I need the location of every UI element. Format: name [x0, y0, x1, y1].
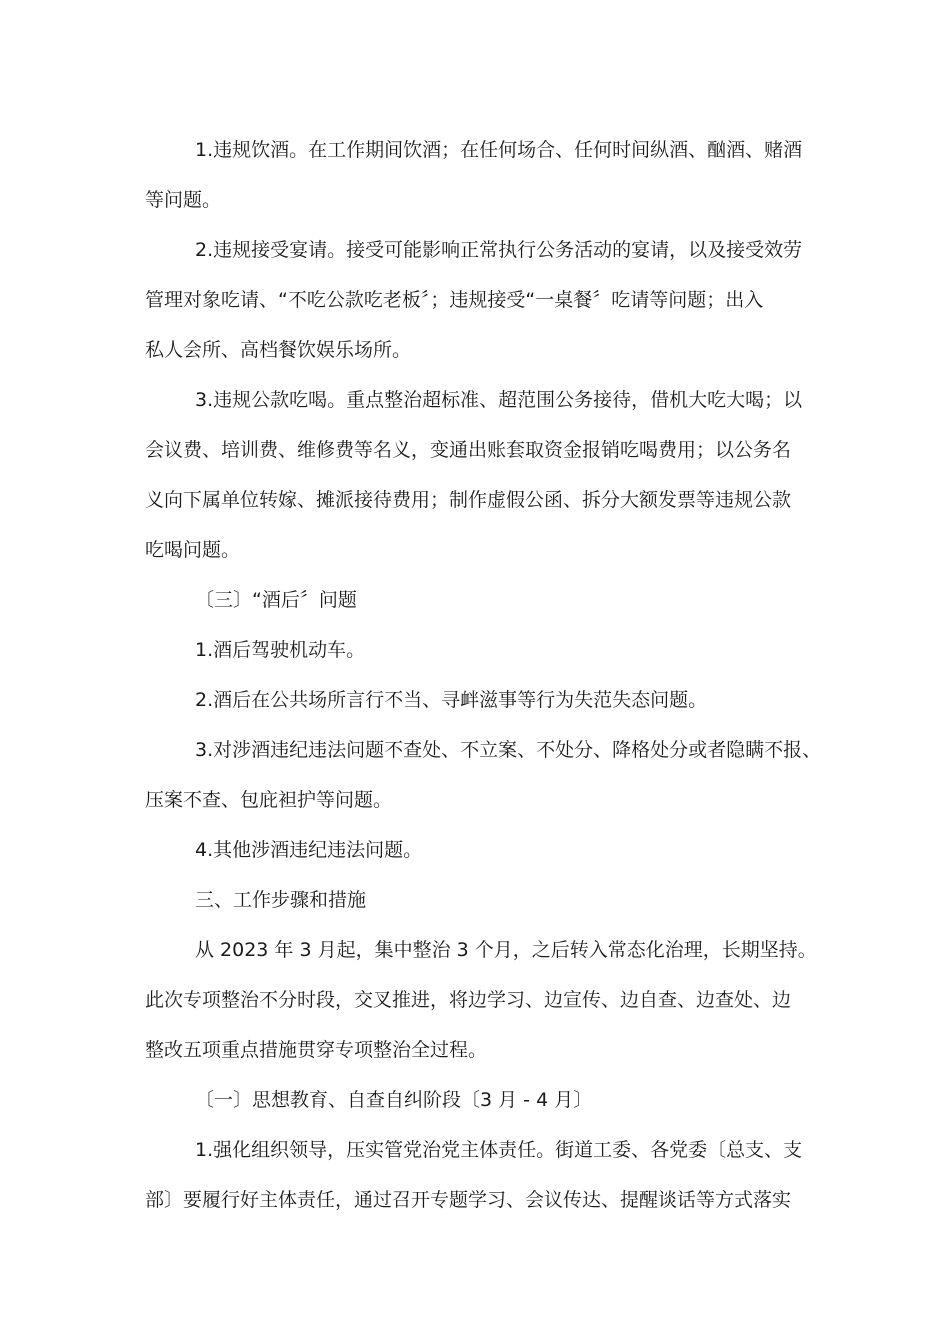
- paragraph-line: 整改五项重点措施贯穿专项整治全过程。: [145, 1039, 488, 1061]
- paragraph-line: 1.违规饮酒。在工作期间饮酒；在任何场合、任何时间纵酒、酗酒、赌酒: [195, 139, 803, 161]
- paragraph-line: 3.违规公款吃喝。重点整治超标准、超范围公务接待，借机大吃大喝；以: [195, 389, 803, 411]
- section-heading: 〔三〕“酒后〞问题: [195, 589, 357, 611]
- paragraph-line: 2.酒后在公共场所言行不当、寻衅滋事等行为失范失态问题。: [195, 689, 708, 711]
- paragraph-line: 压案不查、包庇袒护等问题。: [145, 789, 393, 811]
- paragraph-line: 吃喝问题。: [145, 539, 241, 561]
- section-heading: 〔一〕思想教育、自查自纠阶段〔3 月 - 4 月〕: [195, 1089, 593, 1111]
- paragraph-line: 从 2023 年 3 月起，集中整治 3 个月，之后转入常态化治理，长期坚持。: [195, 939, 817, 961]
- paragraph-line: 私人会所、高档餐饮娱乐场所。: [145, 339, 412, 361]
- paragraph-line: 义向下属单位转嫁、摊派接待费用；制作虚假公函、拆分大额发票等违规公款: [145, 489, 792, 511]
- paragraph-line: 会议费、培训费、维修费等名义，变通出账套取资金报销吃喝费用；以公务名: [145, 439, 792, 461]
- paragraph-line: 4.其他涉酒违纪违法问题。: [195, 839, 423, 861]
- paragraph-line: 1.酒后驾驶机动车。: [195, 639, 366, 661]
- section-heading: 三、工作步骤和措施: [195, 889, 367, 911]
- paragraph-line: 等问题。: [145, 189, 222, 211]
- paragraph-line: 管理对象吃请、“不吃公款吃老板〞；违规接受“一桌餐〞吃请等问题；出入: [145, 289, 764, 311]
- paragraph-line: 1.强化组织领导，压实管党治党主体责任。街道工委、各党委〔总支、支: [195, 1139, 803, 1161]
- paragraph-line: 2.违规接受宴请。接受可能影响正常执行公务活动的宴请，以及接受效劳: [195, 239, 803, 261]
- paragraph-line: 3.对涉酒违纪违法问题不查处、不立案、不处分、降格处分或者隐瞒不报、: [195, 739, 822, 761]
- paragraph-line: 部〕要履行好主体责任，通过召开专题学习、会议传达、提醒谈话等方式落实: [145, 1189, 792, 1211]
- paragraph-line: 此次专项整治不分时段，交叉推进，将边学习、边宣传、边自查、边查处、边: [145, 989, 792, 1011]
